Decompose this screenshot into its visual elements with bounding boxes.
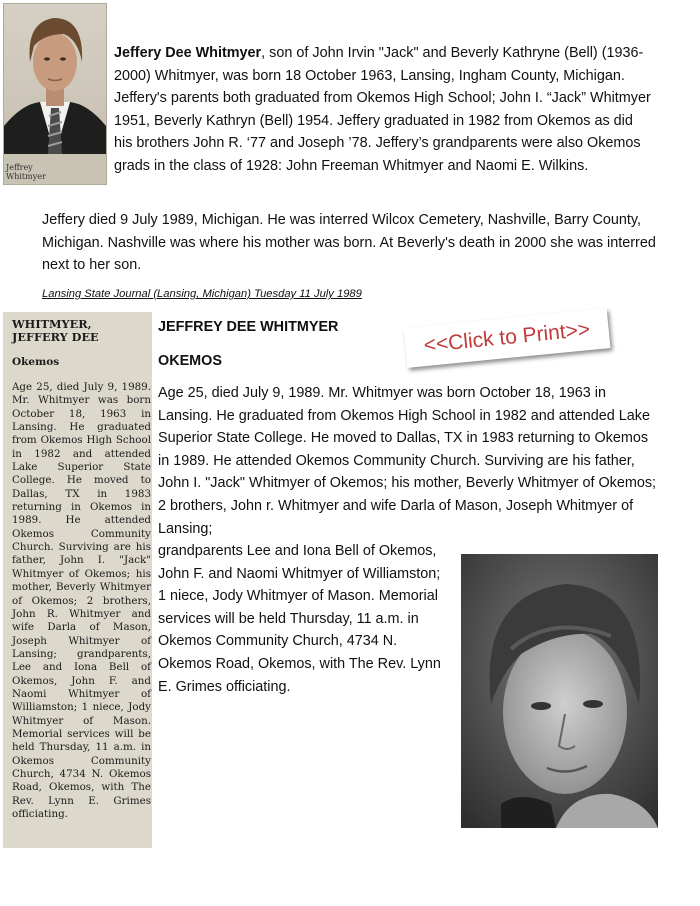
clipping-body: Age 25, died July 9, 1989. Mr. Whitmyer was born October 18, 1963 in Lansing. He graduated from Okemos High School in 1982 and attended Lake Superior State College. He moved to Dallas, TX in 1983 returning in Okemos in 1989. He attended Okemos Community Church. Surviving are his father, John I. "Jack" Whitmyer of Okemos; his mother, Beverly Whitmyer of Okemos; 2 brothers, John R. Whitmyer and wife Darla of Mason, Joseph Whitmyer of Lansing; grandparents, Lee and Iona Bell of Okemos, John F. and Naomi Whitmyer of Williamston; 1 niece, Jody Whitmyer of Mason. Memorial services will be held Thursday, 11 a.m. in Okemos Community Church, 4734 N. Okemos Road, Okemos, with The Rev. Lynn E. Grimes officiating. (12, 381, 151, 820)
photo-caption: Jeffrey Whitmyer (6, 163, 46, 181)
obituary-text-continued: grandparents Lee and Iona Bell of Okemos, John F. and Naomi Whitmyer of Williamston; 1 niece, Jody Whitmyer of Mason. Memorial services will be held Thursday, 11 a.m. in Okemos Community Church, 4734 N. Okemos Road, Okemos, with The Rev. Lynn E. Grimes officiating. (158, 543, 441, 695)
portrait-illustration-large (461, 554, 658, 828)
source-citation: Lansing State Journal (Lansing, Michigan) Tuesday 11 July 1989 (42, 288, 362, 300)
portrait-illustration (4, 4, 106, 154)
obituary-text: Age 25, died July 9, 1989. Mr. Whitmyer was born October 18, 1963 in Lansing. He graduated from Okemos High School in 1982 and attended Lake Superior State College. He moved to Dallas, TX in 1983 returning to Okemos in 1989. He attended Okemos Community Church. Surviving are his father, John I. "Jack" Whitmyer of Okemos; his mother, Beverly Whitmyer of Okemos; 2 brothers, John r. Whitmyer and wife Darla of Mason, Joseph Whitmyer of Lansing; (158, 385, 657, 537)
person-name: Jeffery Dee Whitmyer (114, 45, 262, 61)
yearbook-photo (3, 3, 107, 185)
clipping-name: WHITMYER, JEFFERY DEE (12, 317, 99, 344)
portrait-photo (461, 554, 658, 828)
obituary-city: OKEMOS (158, 353, 222, 369)
clipping-city: Okemos (12, 356, 60, 368)
obituary-heading: JEFFREY DEE WHITMYER (158, 319, 339, 335)
death-paragraph: Jeffery died 9 July 1989, Michigan. He was interred Wilcox Cemetery, Nashville, Barry County, Michigan. Nashville was where his mother was born. At Beverly's death in 2000 she was interred next to her son. (42, 212, 656, 273)
click-to-print-button[interactable]: <<Click to Print>> (404, 308, 611, 368)
biography-text: , son of John Irvin "Jack" and Beverly Kathryne (Bell) (1936-2000) Whitmyer, was born 18 October 1963, Lansing, Ingham County, Michigan. Jeffery's parents both graduated from Okemos High School; John I. “Jack” Whitmyer 1951, Beverly Kathryn (Bell) 1954. Jeffery graduated in 1982 from Okemos as did his brothers John R. ‘77 and Joseph ’78. Jeffery’s grandparents were also Okemos grads in the class of 1928: John Freeman Whitmyer and Naomi E. Wilkins. (114, 45, 651, 174)
biography-paragraph (114, 42, 654, 177)
newspaper-clipping (3, 312, 152, 848)
